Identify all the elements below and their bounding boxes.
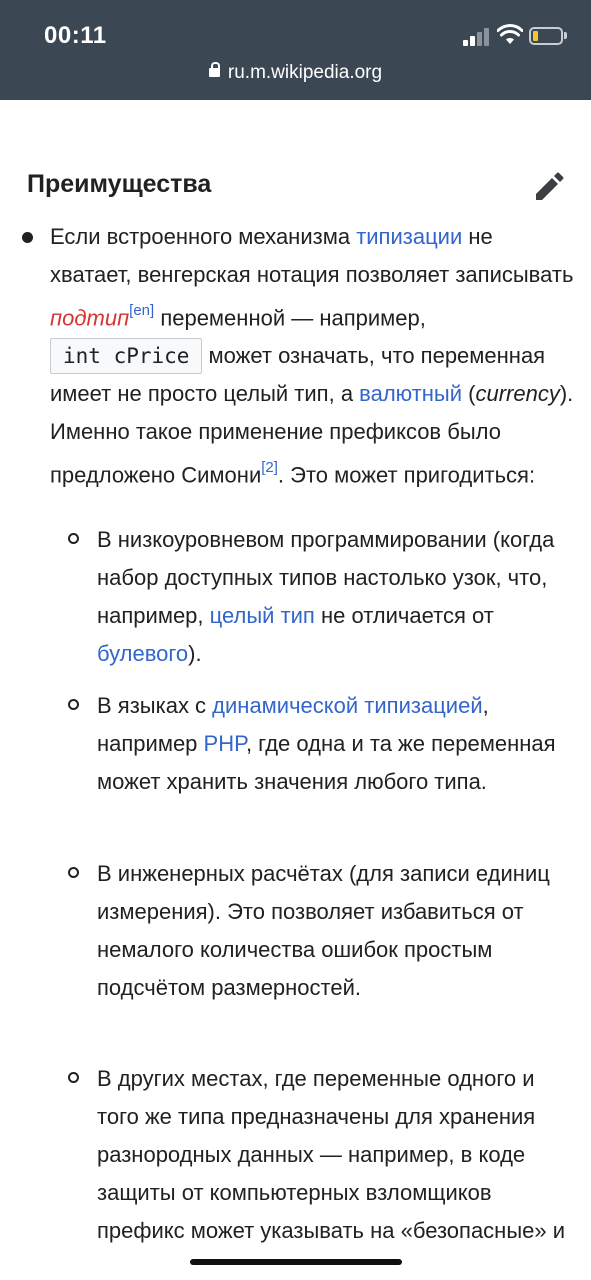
list-item [97,855,572,1007]
status-time: 00:11 [44,22,107,49]
wifi-icon [497,24,523,46]
text: В инженерных расчётах (для записи единиц измерения). Это позволяет избавиться от немалого количества ошибок простым подсчётом размерностей. [97,861,550,1000]
code-snippet: int cPrice [50,338,202,374]
home-indicator[interactable] [190,1259,402,1265]
text: переменной — например, [154,305,426,331]
text: , где одна и та же переменная может хранить значения любого типа. [97,731,556,794]
browser-top-bar [0,0,591,100]
list-item [97,687,572,801]
ref-2[interactable]: [2] [261,459,278,477]
ref-en[interactable]: [en] [129,302,155,319]
sub-bullet [68,867,79,878]
list-bullet [22,232,33,243]
cellular-signal-icon [463,28,491,46]
text: ( [462,381,476,407]
text: , например [97,693,489,756]
link-dynamic-typing[interactable]: динамической типизацией [212,693,483,718]
link-subtype[interactable]: подтип [50,305,130,331]
text: В языках с [97,693,213,718]
sub-bullet [68,1072,79,1083]
text-italic: currency [475,381,560,407]
text: ). Именно такое применение префиксов было предложено Симони [50,381,574,488]
edit-pencil-icon[interactable] [532,170,566,204]
sub-bullet [68,533,79,544]
text: В низкоуровневом программировании (когда набор доступных типов настолько узок, что, например, [97,527,555,628]
link-typing[interactable]: типизации [356,224,463,249]
advantages-paragraph [50,218,580,495]
sub-bullet [68,699,79,710]
text: ). [188,641,202,666]
text: может означать, что переменная имеет не просто целый тип, а [50,343,546,407]
text: . Это может пригодиться: [277,462,536,488]
text: не хватает, венгерская нотация позволяет записывать [50,224,574,287]
text: не отличается от [314,603,494,628]
text: В других местах, где переменные одного и того же типа предназначены для хранения разнородных данных — например, в коде защиты от компьютерных взломщиков префикс может указывать на «безопасные» и [97,1066,566,1243]
lock-icon [209,68,220,77]
address-url: ru.m.wikipedia.org [227,62,383,83]
text: Если встроенного механизма [50,224,357,249]
link-currency[interactable]: валютный [359,381,463,407]
battery-tip [564,32,567,39]
section-heading: Преимущества [27,170,212,198]
battery-icon [529,27,563,45]
address-bar[interactable] [0,62,591,84]
link-boolean[interactable]: булевого [97,641,189,666]
link-php[interactable]: PHP [203,731,246,756]
list-item [97,1060,572,1250]
list-item [97,521,572,673]
link-integer-type[interactable]: целый тип [209,603,315,628]
